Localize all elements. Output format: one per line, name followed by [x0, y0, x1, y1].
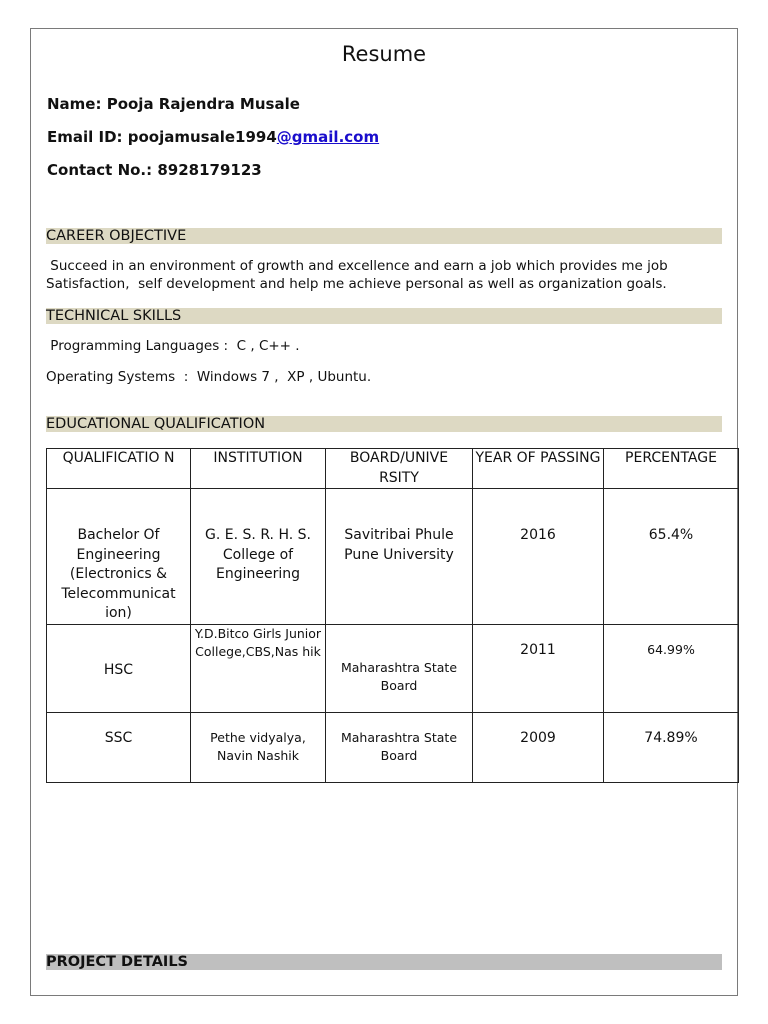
- table-row: [47, 712, 739, 782]
- education-heading-text: EDUCATIONAL QUALIFICATION: [46, 416, 266, 432]
- education-heading: [46, 416, 722, 432]
- board-cell: Maharashtra State Board: [326, 624, 473, 712]
- career-objective-heading-text: CAREER OBJECTIVE: [46, 228, 187, 244]
- operating-systems-line: Operating Systems : Windows 7 , XP , Ubuntu.: [46, 369, 372, 385]
- email-line: [47, 128, 379, 146]
- career-objective-line-2: Satisfaction, self development and help me achieve personal as well as organization goals.: [46, 276, 667, 292]
- email-prefix: Email ID: poojamusale1994: [47, 128, 277, 146]
- education-table: [46, 448, 739, 783]
- institution-cell: Y.D.Bitco Girls Junior College,CBS,Nas hik: [191, 624, 326, 712]
- percentage-cell: 65.4%: [604, 489, 739, 625]
- qualification-cell: Bachelor Of Engineering (Electronics & Telecommunicat ion): [47, 489, 191, 625]
- header-board: BOARD/UNIVE RSITY: [326, 449, 473, 489]
- table-row: [47, 624, 739, 712]
- percentage-cell: 74.89%: [604, 712, 739, 782]
- table-row: [47, 489, 739, 625]
- qualification-cell: SSC: [47, 712, 191, 782]
- header-qualification: QUALIFICATIO N: [47, 449, 191, 489]
- programming-languages-line: Programming Languages : C , C++ .: [46, 338, 300, 354]
- board-cell: Maharashtra State Board: [326, 712, 473, 782]
- institution-cell: Pethe vidyalya, Navin Nashik: [191, 712, 326, 782]
- name-line: Name: Pooja Rajendra Musale: [47, 95, 300, 113]
- contact-line: Contact No.: 8928179123: [47, 161, 262, 179]
- year-cell: 2016: [473, 489, 604, 625]
- percentage-cell: 64.99%: [604, 624, 739, 712]
- technical-skills-heading-text: TECHNICAL SKILLS: [46, 308, 182, 324]
- page-title: Resume: [341, 42, 427, 66]
- career-objective-heading: [46, 228, 722, 244]
- project-details-heading-text: PROJECT DETAILS: [46, 954, 189, 970]
- year-cell: 2011: [473, 624, 604, 712]
- career-objective-text: [46, 257, 726, 293]
- education-table-header-row: [47, 449, 739, 489]
- institution-cell: G. E. S. R. H. S. College of Engineering: [191, 489, 326, 625]
- header-year: YEAR OF PASSING: [473, 449, 604, 489]
- project-details-heading: [46, 954, 722, 970]
- email-link[interactable]: @gmail.com: [276, 128, 380, 146]
- career-objective-line-1: Succeed in an environment of growth and excellence and earn a job which provides me job: [46, 258, 668, 274]
- header-institution: INSTITUTION: [191, 449, 326, 489]
- year-cell: 2009: [473, 712, 604, 782]
- technical-skills-heading: [46, 308, 722, 324]
- qualification-cell: HSC: [47, 624, 191, 712]
- board-cell: Savitribai Phule Pune University: [326, 489, 473, 625]
- header-percentage: PERCENTAGE: [604, 449, 739, 489]
